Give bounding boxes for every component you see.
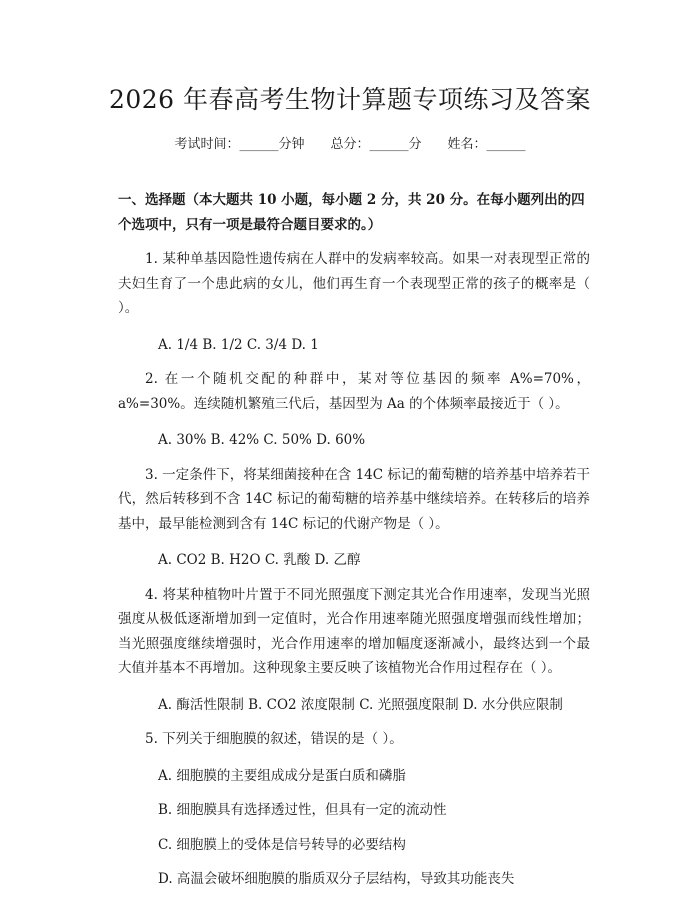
question-3-options: A. CO2 B. H2O C. 乳酸 D. 乙醇 bbox=[158, 552, 361, 568]
question-2-options: A. 30% B. 42% C. 50% D. 60% bbox=[158, 432, 366, 448]
name-field: 姓名：______ bbox=[447, 137, 526, 152]
score-field: 总分：______分 bbox=[330, 137, 422, 152]
question-5-option-c: C. 细胞膜上的受体是信号转导的必要结构 bbox=[158, 836, 406, 853]
exam-meta bbox=[0, 133, 700, 152]
question-5: 5. 下列关于细胞膜的叙述，错误的是（ ）。 bbox=[145, 731, 403, 747]
exam-content bbox=[118, 188, 590, 902]
question-5-option-d: D. 高温会破坏细胞膜的脂质双分子层结构，导致其功能丧失 bbox=[158, 871, 515, 887]
section-header: 一、选择题（本大题共 10 小题，每小题 2 分，共 20 分。在每小题列出的四个选项中，只有一项是最符合题目要求的。） bbox=[118, 192, 585, 233]
page-title: 2026 年春高考生物计算题专项练习及答案 bbox=[108, 85, 592, 114]
question-5-option-b: B. 细胞膜具有选择透过性，但具有一定的流动性 bbox=[158, 802, 447, 818]
question-1: 1. 某种单基因隐性遗传病在人群中的发病率较高。如果一对表现型正常的夫妇生育了一个患此病的女儿，他们再生育一个表现型正常的孩子的概率是（ ）。 bbox=[118, 251, 590, 316]
question-4: 4. 将某种植物叶片置于不同光照强度下测定其光合作用速率，发现当光照强度从极低逐渐增加到一定值时，光合作用速率随光照强度增强而线性增加；当光照强度继续增强时，光合作用速率的增加幅度逐渐减小，最终达到一个最大值并基本不再增加。这种现象主要反映了该植物光合作用过程存在（ ）。 bbox=[118, 586, 590, 676]
question-1-options: A. 1/4 B. 1/2 C. 3/4 D. 1 bbox=[158, 336, 319, 353]
time-field: 考试时间：______分钟 bbox=[174, 137, 305, 152]
question-4-options: A. 酶活性限制 B. CO2 浓度限制 C. 光照强度限制 D. 水分供应限制 bbox=[158, 696, 563, 713]
question-5-option-a: A. 细胞膜的主要组成成分是蛋白质和磷脂 bbox=[158, 767, 406, 784]
question-3: 3. 一定条件下，将某细菌接种在含 14C 标记的葡萄糖的培养基中培养若干代，然后转移到不含 14C 标记的葡萄糖的培养基中继续培养。在转移后的培养基中，最早能检测到含有 14C 标记的代谢产物是（ ）。 bbox=[118, 466, 590, 532]
question-2: 2. 在一个随机交配的种群中，某对等位基因的频率 A%=70%，a%=30%。连续随机繁殖三代后，基因型为 Aa 的个体频率最接近于（ ）。 bbox=[118, 371, 590, 412]
